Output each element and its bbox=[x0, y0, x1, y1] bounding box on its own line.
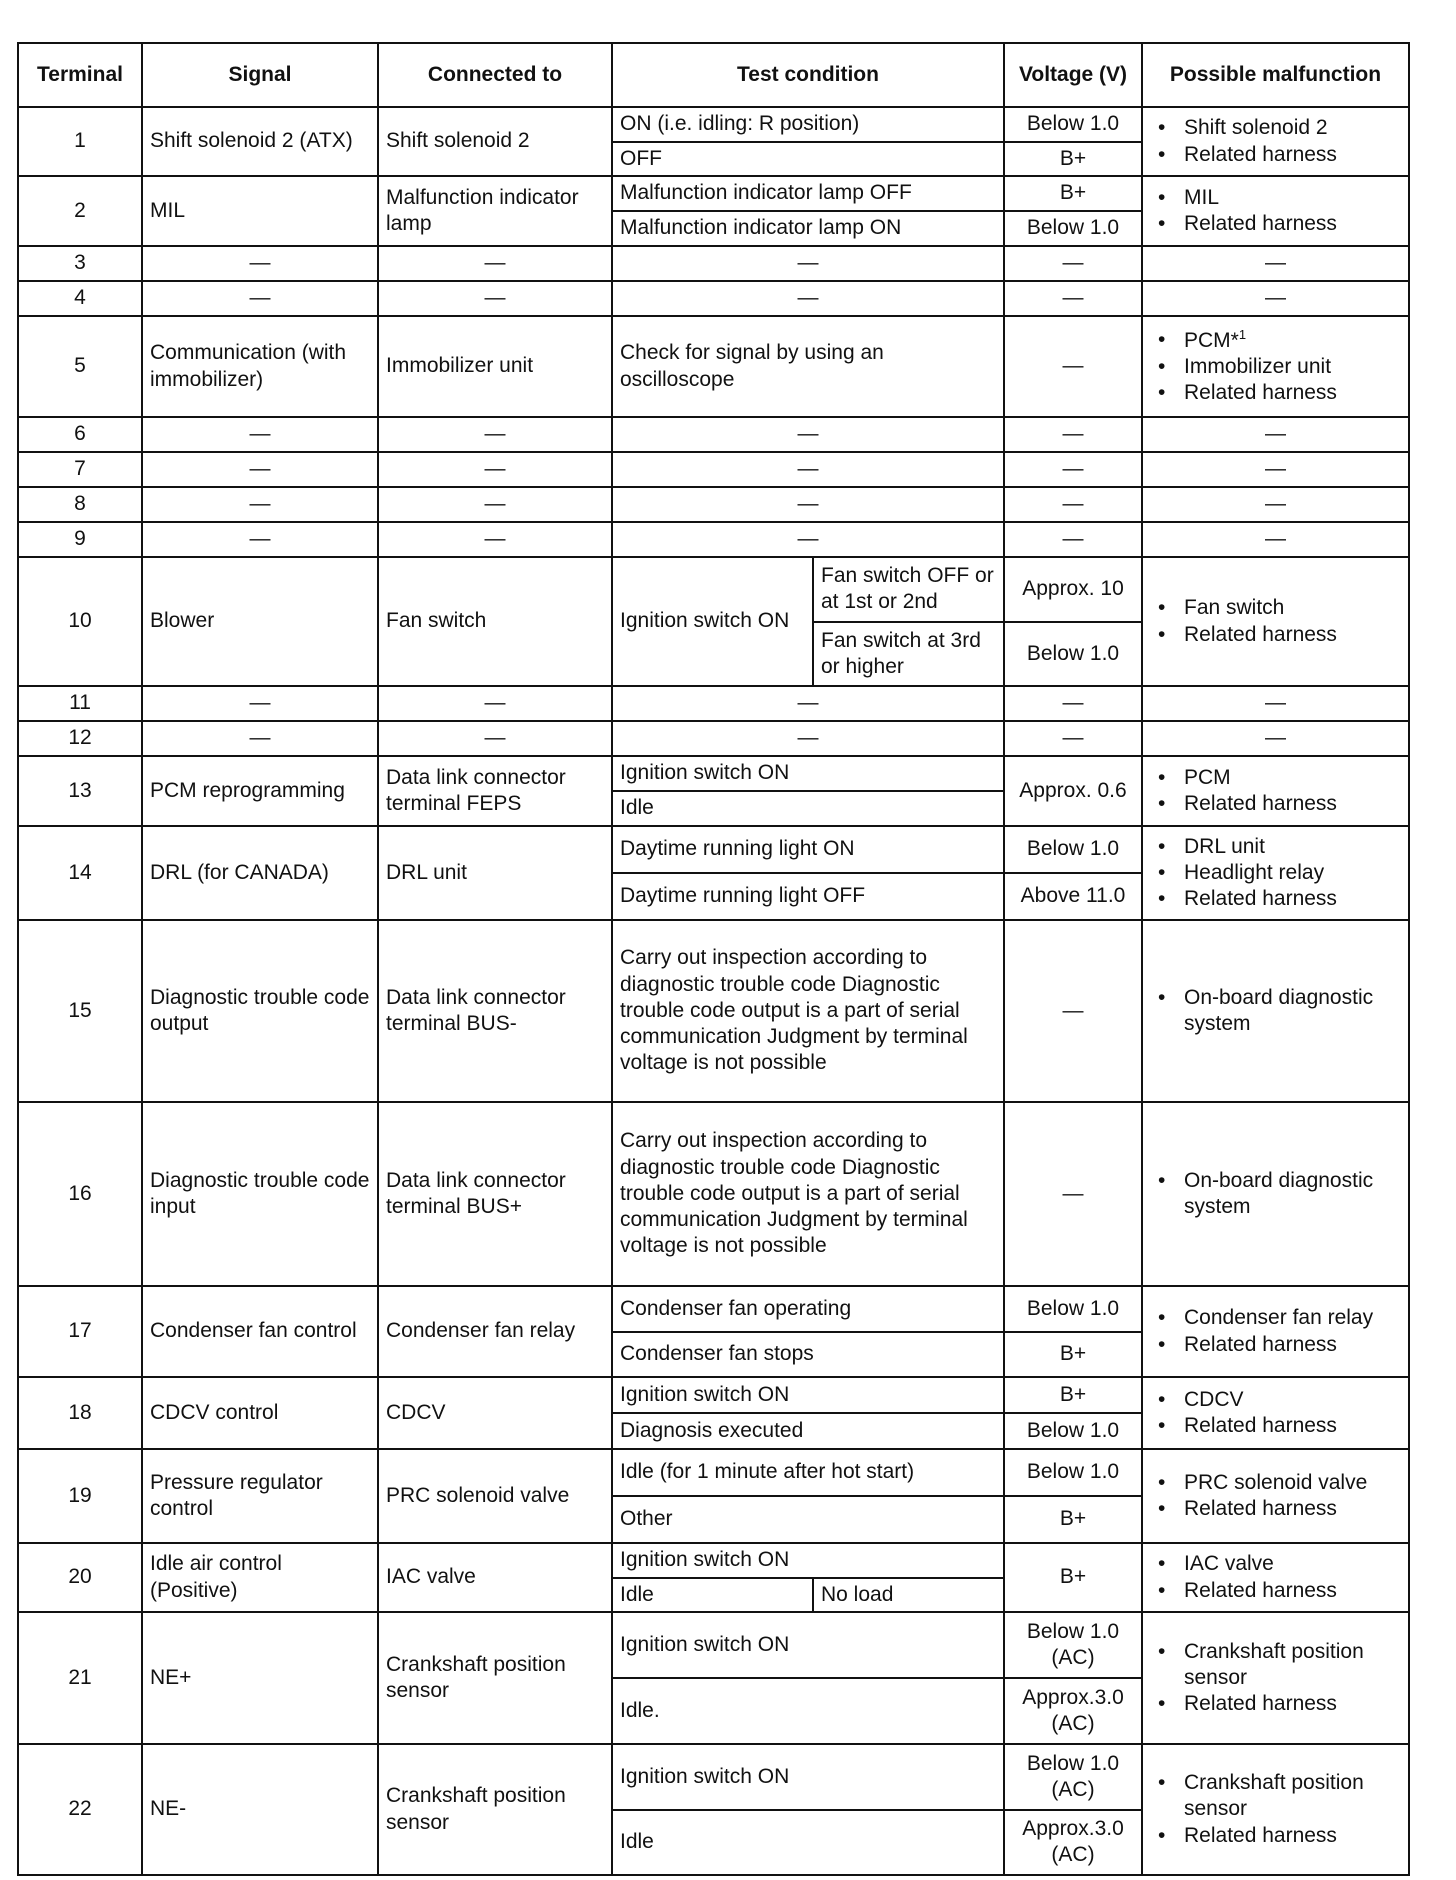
test-condition-cell: Daytime running light ON bbox=[612, 826, 1004, 873]
signal-cell: NE- bbox=[142, 1744, 378, 1875]
connected-to-cell: Crankshaft position sensor bbox=[378, 1612, 612, 1744]
header-row bbox=[18, 43, 1409, 107]
test-condition-cell: Ignition switch ON bbox=[612, 756, 1004, 791]
malfunction-cell bbox=[1142, 107, 1409, 176]
malfunction-text: Crankshaft position sensor bbox=[1184, 1639, 1364, 1689]
signal-cell: — bbox=[142, 281, 378, 316]
malfunction-text: Crankshaft position sensor bbox=[1184, 1771, 1364, 1821]
test-subcondition-cell: Fan switch OFF or at 1st or 2nd bbox=[813, 557, 1004, 622]
terminal-number: 8 bbox=[18, 487, 142, 522]
signal-cell: Diagnostic trouble code input bbox=[142, 1102, 378, 1286]
connected-to-cell: — bbox=[378, 487, 612, 522]
malfunction-text: Related harness bbox=[1184, 622, 1337, 646]
voltage-cell: — bbox=[1004, 522, 1142, 557]
terminal-number: 13 bbox=[18, 756, 142, 826]
header-terminal: Terminal bbox=[18, 43, 142, 107]
malfunction-cell bbox=[1142, 1612, 1409, 1744]
voltage-cell: Below 1.0 bbox=[1004, 107, 1142, 142]
voltage-cell: — bbox=[1004, 452, 1142, 487]
test-condition-cell: Carry out inspection according to diagnostic trouble code Diagnostic trouble code output is a part of serial communication Judgment by terminal voltage is not possible bbox=[612, 920, 1004, 1102]
terminal-number: 15 bbox=[18, 920, 142, 1102]
voltage-cell: — bbox=[1004, 246, 1142, 281]
voltage-cell: — bbox=[1004, 487, 1142, 522]
malfunction-text: Related harness bbox=[1184, 1497, 1337, 1520]
table-row bbox=[18, 107, 1409, 142]
voltage-cell: Approx. 10 bbox=[1004, 557, 1142, 622]
test-condition-cell: ON (i.e. idling: R position) bbox=[612, 107, 1004, 142]
terminal-number: 10 bbox=[18, 557, 142, 686]
malfunction-text: Related harness bbox=[1184, 1823, 1337, 1847]
malfunction-text: DRL unit bbox=[1184, 834, 1265, 858]
voltage-cell: B+ bbox=[1004, 142, 1142, 177]
test-condition-cell: Ignition switch ON bbox=[612, 1377, 1004, 1413]
malfunction-item bbox=[1150, 380, 1401, 406]
malfunction-item bbox=[1150, 1413, 1401, 1439]
signal-cell: Blower bbox=[142, 557, 378, 686]
terminal-number: 5 bbox=[18, 316, 142, 417]
voltage-cell: Approx.3.0 (AC) bbox=[1004, 1810, 1142, 1876]
connected-to-cell: — bbox=[378, 281, 612, 316]
connected-to-cell: — bbox=[378, 721, 612, 756]
malfunction-item bbox=[1150, 1332, 1401, 1358]
table-row bbox=[18, 246, 1409, 281]
terminal-number: 6 bbox=[18, 417, 142, 452]
connected-to-cell: — bbox=[378, 246, 612, 281]
test-condition-cell: Ignition switch ON bbox=[612, 1543, 1004, 1578]
voltage-cell: B+ bbox=[1004, 1377, 1142, 1413]
malfunction-item bbox=[1150, 1823, 1401, 1849]
test-condition-cell: — bbox=[612, 281, 1004, 316]
connected-to-cell: — bbox=[378, 522, 612, 557]
voltage-cell: — bbox=[1004, 1102, 1142, 1286]
voltage-cell: Below 1.0 bbox=[1004, 826, 1142, 873]
test-condition-cell: Condenser fan stops bbox=[612, 1332, 1004, 1378]
test-condition-cell: Idle (for 1 minute after hot start) bbox=[612, 1449, 1004, 1496]
malfunction-item bbox=[1150, 115, 1401, 141]
table-row bbox=[18, 176, 1409, 211]
malfunction-text: PCM* bbox=[1184, 328, 1239, 352]
malfunction-cell: — bbox=[1142, 487, 1409, 522]
terminal-number: 19 bbox=[18, 1449, 142, 1543]
test-condition-cell: Malfunction indicator lamp OFF bbox=[612, 176, 1004, 211]
malfunction-text: Related harness bbox=[1184, 212, 1337, 235]
malfunction-item bbox=[1150, 985, 1401, 1038]
terminal-number: 21 bbox=[18, 1612, 142, 1744]
malfunction-item bbox=[1150, 1770, 1401, 1823]
malfunction-cell bbox=[1142, 1449, 1409, 1543]
connected-to-cell: Data link connector terminal FEPS bbox=[378, 756, 612, 826]
header-possible-malfunction: Possible malfunction bbox=[1142, 43, 1409, 107]
malfunction-list bbox=[1150, 985, 1401, 1038]
malfunction-item bbox=[1150, 595, 1401, 621]
voltage-cell: Below 1.0 bbox=[1004, 1286, 1142, 1332]
signal-cell: — bbox=[142, 246, 378, 281]
malfunction-cell: — bbox=[1142, 281, 1409, 316]
test-condition-cell: Other bbox=[612, 1496, 1004, 1543]
test-condition-cell: OFF bbox=[612, 142, 1004, 177]
connected-to-cell: — bbox=[378, 417, 612, 452]
voltage-cell: Below 1.0 (AC) bbox=[1004, 1612, 1142, 1678]
test-condition-cell: — bbox=[612, 522, 1004, 557]
malfunction-cell bbox=[1142, 920, 1409, 1102]
terminal-number: 4 bbox=[18, 281, 142, 316]
table-row bbox=[18, 920, 1409, 1102]
malfunction-list bbox=[1150, 1305, 1401, 1358]
signal-cell: — bbox=[142, 452, 378, 487]
malfunction-cell bbox=[1142, 756, 1409, 826]
signal-cell: PCM reprogramming bbox=[142, 756, 378, 826]
malfunction-cell: — bbox=[1142, 522, 1409, 557]
malfunction-item bbox=[1150, 834, 1401, 860]
malfunction-text: MIL bbox=[1184, 185, 1220, 209]
test-condition-cell: Carry out inspection according to diagnostic trouble code Diagnostic trouble code output is a part of serial communication Judgment by terminal voltage is not possible bbox=[612, 1102, 1004, 1286]
connected-to-cell: DRL unit bbox=[378, 826, 612, 920]
test-condition-cell: — bbox=[612, 452, 1004, 487]
voltage-cell: — bbox=[1004, 417, 1142, 452]
malfunction-text: On-board diagnostic system bbox=[1184, 985, 1374, 1035]
terminal-number: 20 bbox=[18, 1543, 142, 1612]
malfunction-list bbox=[1150, 1639, 1401, 1718]
signal-cell: Condenser fan control bbox=[142, 1286, 378, 1377]
malfunction-list bbox=[1150, 1770, 1401, 1849]
table-row bbox=[18, 487, 1409, 522]
malfunction-cell bbox=[1142, 316, 1409, 417]
connected-to-cell: Shift solenoid 2 bbox=[378, 107, 612, 176]
malfunction-item bbox=[1150, 327, 1401, 354]
malfunction-list bbox=[1150, 115, 1401, 168]
signal-cell: MIL bbox=[142, 176, 378, 246]
connected-to-cell: Data link connector terminal BUS- bbox=[378, 920, 612, 1102]
connected-to-cell: Data link connector terminal BUS+ bbox=[378, 1102, 612, 1286]
terminal-number: 14 bbox=[18, 826, 142, 920]
table-row bbox=[18, 281, 1409, 316]
malfunction-cell: — bbox=[1142, 686, 1409, 721]
signal-cell: Idle air control (Positive) bbox=[142, 1543, 378, 1612]
voltage-cell: B+ bbox=[1004, 1543, 1142, 1612]
test-condition-cell: Ignition switch ON bbox=[612, 557, 813, 686]
malfunction-item bbox=[1150, 1496, 1401, 1522]
signal-cell: NE+ bbox=[142, 1612, 378, 1744]
malfunction-text: Related harness bbox=[1184, 792, 1337, 815]
malfunction-item bbox=[1150, 211, 1401, 237]
malfunction-list bbox=[1150, 595, 1401, 648]
table-row bbox=[18, 1543, 1409, 1578]
voltage-cell: B+ bbox=[1004, 176, 1142, 211]
malfunction-text: CDCV bbox=[1184, 1387, 1244, 1411]
malfunction-text: Shift solenoid 2 bbox=[1184, 116, 1328, 140]
terminal-number: 9 bbox=[18, 522, 142, 557]
malfunction-item bbox=[1150, 791, 1401, 817]
voltage-cell: — bbox=[1004, 281, 1142, 316]
table-row bbox=[18, 1449, 1409, 1496]
connected-to-cell: Condenser fan relay bbox=[378, 1286, 612, 1377]
malfunction-text: IAC valve bbox=[1184, 1552, 1274, 1576]
malfunction-cell: — bbox=[1142, 721, 1409, 756]
malfunction-item bbox=[1150, 622, 1401, 648]
voltage-cell: Above 11.0 bbox=[1004, 873, 1142, 920]
malfunction-list bbox=[1150, 1551, 1401, 1604]
malfunction-item bbox=[1150, 142, 1401, 168]
malfunction-cell bbox=[1142, 1744, 1409, 1875]
header-connected-to: Connected to bbox=[378, 43, 612, 107]
malfunction-text: PCM bbox=[1184, 765, 1231, 789]
malfunction-item bbox=[1150, 886, 1401, 912]
malfunction-item bbox=[1150, 765, 1401, 791]
signal-cell: Shift solenoid 2 (ATX) bbox=[142, 107, 378, 176]
connected-to-cell: Fan switch bbox=[378, 557, 612, 686]
malfunction-item bbox=[1150, 185, 1401, 211]
malfunction-text: Related harness bbox=[1184, 1578, 1337, 1602]
voltage-cell: Below 1.0 (AC) bbox=[1004, 1744, 1142, 1810]
terminal-number: 22 bbox=[18, 1744, 142, 1875]
malfunction-item bbox=[1150, 860, 1401, 886]
test-condition-cell: Ignition switch ON bbox=[612, 1744, 1004, 1810]
malfunction-text: Related harness bbox=[1184, 1332, 1337, 1356]
test-condition-cell: Diagnosis executed bbox=[612, 1413, 1004, 1449]
voltage-cell: B+ bbox=[1004, 1496, 1142, 1543]
malfunction-list bbox=[1150, 1470, 1401, 1523]
malfunction-cell bbox=[1142, 1377, 1409, 1449]
terminal-voltage-table bbox=[17, 42, 1410, 1876]
test-condition-cell: Daytime running light OFF bbox=[612, 873, 1004, 920]
malfunction-text: Immobilizer unit bbox=[1184, 354, 1332, 378]
malfunction-text: Headlight relay bbox=[1184, 860, 1325, 884]
malfunction-item bbox=[1150, 1578, 1401, 1604]
terminal-number: 3 bbox=[18, 246, 142, 281]
test-condition-cell: Ignition switch ON bbox=[612, 1612, 1004, 1678]
table-row bbox=[18, 756, 1409, 791]
malfunction-text: Related harness bbox=[1184, 1692, 1337, 1716]
table-row bbox=[18, 316, 1409, 417]
signal-cell: Communication (with immobilizer) bbox=[142, 316, 378, 417]
malfunction-text: Related harness bbox=[1184, 381, 1337, 405]
voltage-cell: Approx. 0.6 bbox=[1004, 756, 1142, 826]
signal-cell: Diagnostic trouble code output bbox=[142, 920, 378, 1102]
table-row bbox=[18, 1286, 1409, 1332]
malfunction-list bbox=[1150, 327, 1401, 407]
test-condition-cell: Idle bbox=[612, 791, 1004, 826]
connected-to-cell: Crankshaft position sensor bbox=[378, 1744, 612, 1875]
header-signal: Signal bbox=[142, 43, 378, 107]
malfunction-item bbox=[1150, 354, 1401, 380]
malfunction-list bbox=[1150, 185, 1401, 238]
voltage-cell: Below 1.0 bbox=[1004, 1449, 1142, 1496]
malfunction-item bbox=[1150, 1387, 1401, 1413]
voltage-cell: Below 1.0 bbox=[1004, 211, 1142, 246]
connected-to-cell: PRC solenoid valve bbox=[378, 1449, 612, 1543]
malfunction-cell bbox=[1142, 1286, 1409, 1377]
malfunction-text: Condenser fan relay bbox=[1184, 1306, 1374, 1330]
malfunction-item bbox=[1150, 1639, 1401, 1692]
table-row bbox=[18, 452, 1409, 487]
malfunction-item bbox=[1150, 1691, 1401, 1717]
terminal-number: 2 bbox=[18, 176, 142, 246]
table-row bbox=[18, 826, 1409, 873]
voltage-cell: Below 1.0 bbox=[1004, 622, 1142, 687]
test-condition-cell: Idle bbox=[612, 1578, 813, 1613]
connected-to-cell: — bbox=[378, 452, 612, 487]
signal-cell: CDCV control bbox=[142, 1377, 378, 1449]
terminal-number: 12 bbox=[18, 721, 142, 756]
table-row bbox=[18, 1102, 1409, 1286]
header-voltage: Voltage (V) bbox=[1004, 43, 1142, 107]
malfunction-cell bbox=[1142, 1102, 1409, 1286]
connected-to-cell: IAC valve bbox=[378, 1543, 612, 1612]
terminal-number: 18 bbox=[18, 1377, 142, 1449]
malfunction-text: PRC solenoid valve bbox=[1184, 1470, 1368, 1494]
test-condition-cell: Idle. bbox=[612, 1678, 1004, 1744]
test-condition-cell: — bbox=[612, 246, 1004, 281]
table-row bbox=[18, 686, 1409, 721]
test-condition-cell: Condenser fan operating bbox=[612, 1286, 1004, 1332]
connected-to-cell: — bbox=[378, 686, 612, 721]
malfunction-item bbox=[1150, 1470, 1401, 1496]
table-row bbox=[18, 557, 1409, 622]
test-subcondition-cell: No load bbox=[813, 1578, 1004, 1613]
test-subcondition-cell: Fan switch at 3rd or higher bbox=[813, 622, 1004, 687]
test-condition-cell: — bbox=[612, 686, 1004, 721]
malfunction-item bbox=[1150, 1305, 1401, 1331]
connected-to-cell: Immobilizer unit bbox=[378, 316, 612, 417]
terminal-number: 7 bbox=[18, 452, 142, 487]
voltage-cell: — bbox=[1004, 316, 1142, 417]
voltage-cell: B+ bbox=[1004, 1332, 1142, 1378]
voltage-cell: Below 1.0 bbox=[1004, 1413, 1142, 1449]
signal-cell: — bbox=[142, 417, 378, 452]
test-condition-cell: Check for signal by using an oscilloscope bbox=[612, 316, 1004, 417]
malfunction-text: Related harness bbox=[1184, 142, 1337, 166]
table-row bbox=[18, 1744, 1409, 1810]
test-condition-cell: — bbox=[612, 417, 1004, 452]
terminal-number: 17 bbox=[18, 1286, 142, 1377]
signal-cell: Pressure regulator control bbox=[142, 1449, 378, 1543]
terminal-number: 11 bbox=[18, 686, 142, 721]
test-condition-cell: Malfunction indicator lamp ON bbox=[612, 211, 1004, 246]
signal-cell: — bbox=[142, 686, 378, 721]
table-row bbox=[18, 522, 1409, 557]
voltage-cell: — bbox=[1004, 920, 1142, 1102]
malfunction-cell bbox=[1142, 557, 1409, 686]
signal-cell: — bbox=[142, 721, 378, 756]
signal-cell: DRL (for CANADA) bbox=[142, 826, 378, 920]
malfunction-list bbox=[1150, 1387, 1401, 1440]
terminal-number: 16 bbox=[18, 1102, 142, 1286]
voltage-cell: — bbox=[1004, 686, 1142, 721]
malfunction-item bbox=[1150, 1551, 1401, 1577]
header-test-condition: Test condition bbox=[612, 43, 1004, 107]
malfunction-cell bbox=[1142, 826, 1409, 920]
malfunction-list bbox=[1150, 834, 1401, 913]
malfunction-text: Related harness bbox=[1184, 1414, 1337, 1437]
test-condition-cell: Idle bbox=[612, 1810, 1004, 1876]
test-condition-cell: — bbox=[612, 721, 1004, 756]
malfunction-cell: — bbox=[1142, 246, 1409, 281]
table-row bbox=[18, 1377, 1409, 1413]
malfunction-cell: — bbox=[1142, 452, 1409, 487]
malfunction-cell bbox=[1142, 1543, 1409, 1612]
malfunction-cell bbox=[1142, 176, 1409, 246]
malfunction-cell: — bbox=[1142, 417, 1409, 452]
malfunction-text: On-board diagnostic system bbox=[1184, 1168, 1374, 1218]
malfunction-list bbox=[1150, 1168, 1401, 1221]
table-row bbox=[18, 721, 1409, 756]
table-row bbox=[18, 1612, 1409, 1678]
terminal-number: 1 bbox=[18, 107, 142, 176]
malfunction-text: Related harness bbox=[1184, 887, 1337, 911]
signal-cell: — bbox=[142, 522, 378, 557]
test-condition-cell: — bbox=[612, 487, 1004, 522]
malfunction-text: Fan switch bbox=[1184, 596, 1285, 620]
footnote-marker: 1 bbox=[1238, 326, 1247, 342]
voltage-cell: Approx.3.0 (AC) bbox=[1004, 1678, 1142, 1744]
connected-to-cell: Malfunction indicator lamp bbox=[378, 176, 612, 246]
malfunction-item bbox=[1150, 1168, 1401, 1221]
table-row bbox=[18, 417, 1409, 452]
malfunction-list bbox=[1150, 765, 1401, 818]
signal-cell: — bbox=[142, 487, 378, 522]
connected-to-cell: CDCV bbox=[378, 1377, 612, 1449]
voltage-cell: — bbox=[1004, 721, 1142, 756]
